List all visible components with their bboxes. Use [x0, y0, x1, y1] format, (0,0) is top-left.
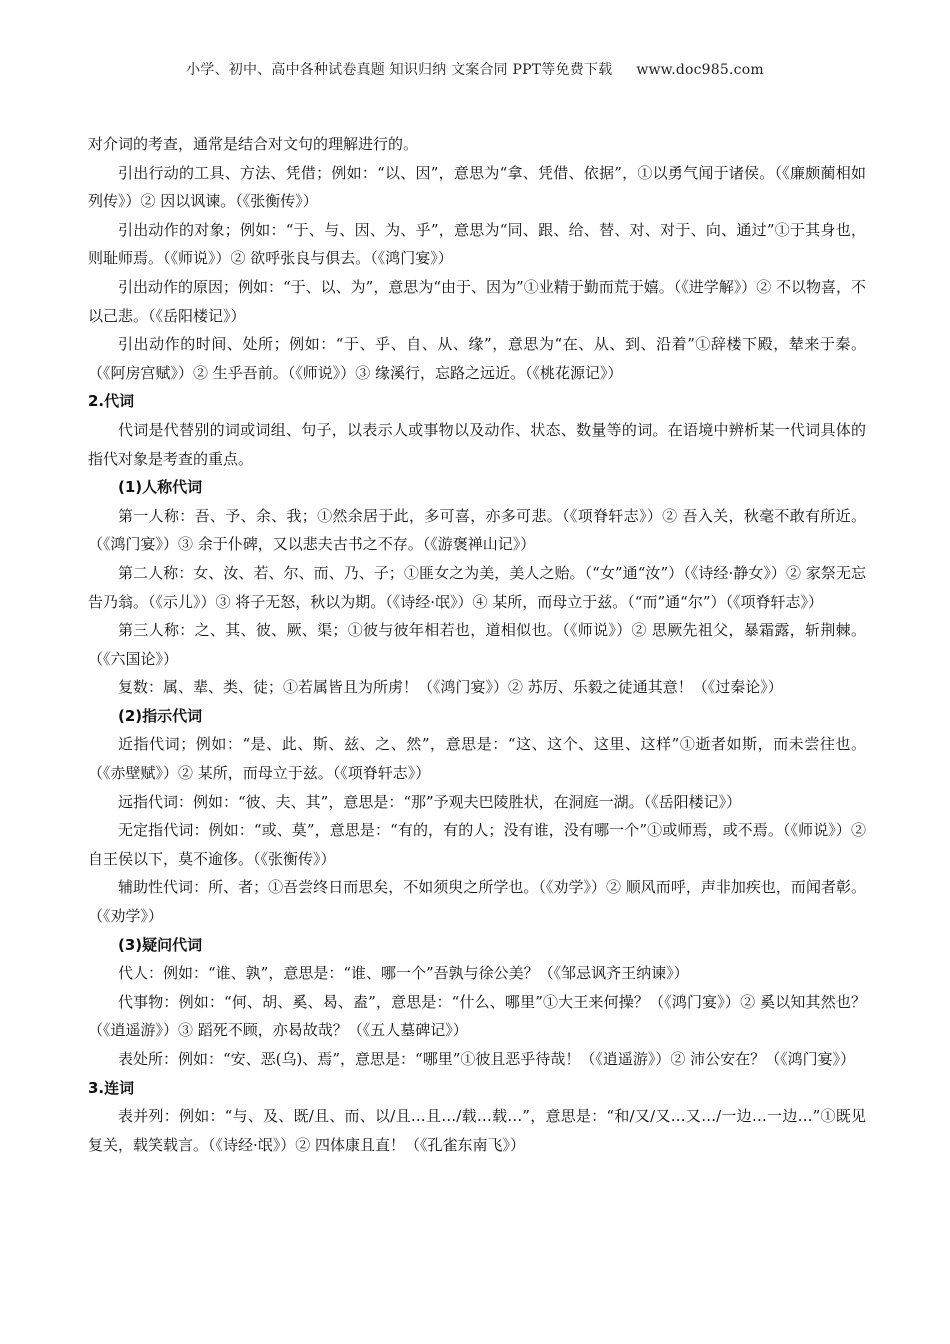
paragraph: 近指代词；例如：“是、此、斯、兹、之、然”，意思是：“这、这个、这里、这样”①逝者如斯，而未尝往也。（《赤壁赋》）② 某所，而母立于兹。（《项脊轩志》） — [88, 735, 866, 783]
paragraph: 表处所：例如：“安、恶(乌)、焉”，意思是：“哪里”①彼且恶乎待哉！（《逍遥游》）② 沛公安在？（《鸿门宴》） — [118, 1050, 856, 1068]
paragraph: 第一人称：吾、予、余、我；①然余居于此，多可喜，亦多可悲。（《项脊轩志》）② 吾入关，秋毫不敢有所近。（《鸿门宴》）③ 余于仆碑，又以悲夫古书之不存。（《游褒禅山记》） — [88, 506, 866, 554]
section-title-pronouns: 2.代词 — [88, 392, 135, 411]
paragraph: 引出动作的时间、处所；例如：“于、乎、自、从、缘”，意思为“在、从、到、沿着”①辞楼下殿，辇来于秦。（《阿房宫赋》）② 生乎吾前。（《师说》）③ 缘溪行，忘路之远近。（《桃花源记》） — [88, 335, 866, 382]
paragraph: 代人：例如：“谁、孰”，意思是：“谁、哪一个”吾孰与徐公美？（《邹忌讽齐王纳谏》） — [118, 964, 689, 983]
subsection-title-interrogative-pronouns: (3)疑问代词 — [118, 935, 203, 954]
header-text: 小学、初中、高中各种试卷真题 知识归纳 文案合同 PPT等免费下载 — [186, 62, 613, 78]
paragraph: 引出动作的原因；例如：“于、以、为”，意思为“由于、因为”①业精于勤而荒于嬉。（《进学解》）② 不以物喜，不以己悲。（《岳阳楼记》） — [88, 277, 866, 325]
paragraph: 表并列：例如：“与、及、既/且、而、以/且…且…/载…载…”，意思是：“和/又/又…又…/一边…一边…”①既见复关，载笑载言。（《诗经·氓》）② 四体康且直！（《孔雀东南飞》） — [88, 1107, 866, 1154]
paragraph: 复数：属、辈、类、徒；①若属皆且为所虏！（《鸿门宴》）② 苏厉、乐毅之徒通其意！（《过秦论》） — [118, 678, 783, 697]
paragraph: 代事物：例如：“何、胡、奚、曷、盍”，意思是：“什么、哪里”①大王来何操？（《鸿门宴》）② 奚以知其然也？（《逍遥游》）③ 蹈死不顾，亦曷故哉？（《五人墓碑记》） — [88, 992, 866, 1040]
paragraph: 远指代词：例如：“彼、夫、其”，意思是：“那”予观夫巴陵胜状，在洞庭一湖。（《岳阳楼记》） — [118, 792, 742, 811]
page-header — [0, 59, 950, 79]
paragraph: 第二人称：女、汝、若、尔、而、乃、子；①匪女之为美，美人之贻。（“女”通“汝”）（《诗经·静女》）② 家祭无忘告乃翁。（《示儿》）③ 将子无怒，秋以为期。（《诗经·氓》）④ 某所，而母立于兹。（“而”通“尔”）（《项脊轩志》） — [88, 563, 866, 611]
paragraph: 辅助性代词：所、者；①吾尝终日而思矣，不如须臾之所学也。（《劝学》）② 顺风而呼，声非加疾也，而闻者彰。（《劝学》） — [88, 878, 866, 926]
paragraph: 代词是代替别的词或词组、句子，以表示人或事物以及动作、状态、数量等的词。在语境中辨析某一代词具体的指代对象是考查的重点。 — [88, 420, 866, 468]
paragraph: 第三人称：之、其、彼、厥、渠；①彼与彼年相若也，道相似也。（《师说》）② 思厥先祖父，暴霜露，斩荆棘。（《六国论》） — [88, 621, 866, 668]
subsection-title-personal-pronouns: (1)人称代词 — [118, 478, 203, 497]
document-body — [88, 130, 866, 1159]
paragraph: 无定指代词：例如：“或、莫”，意思是：“有的，有的人；没有谁，没有哪一个”①或师焉，或不焉。（《师说》）② 自王侯以下，莫不逾侈。（《张衡传》） — [88, 821, 866, 868]
subsection-title-demonstrative-pronouns: (2)指示代词 — [118, 706, 203, 725]
section-title-conjunctions: 3.连词 — [88, 1078, 135, 1097]
paragraph: 对介词的考查，通常是结合对文句的理解进行的。 — [88, 135, 419, 153]
header-url[interactable]: www.doc985.com — [636, 62, 764, 78]
paragraph: 引出动作的对象；例如：“于、与、因、为、乎”，意思为“同、跟、给、替、对、对于、向、通过”①于其身也，则耻师焉。（《师说》）② 欲呼张良与俱去。（《鸿门宴》） — [88, 220, 866, 268]
paragraph: 引出行动的工具、方法、凭借；例如：“以、因”，意思为“拿、凭借、依据”，①以勇气闻于诸侯。（《廉颇蔺相如列传》）② 因以讽谏。（《张衡传》） — [88, 163, 866, 211]
